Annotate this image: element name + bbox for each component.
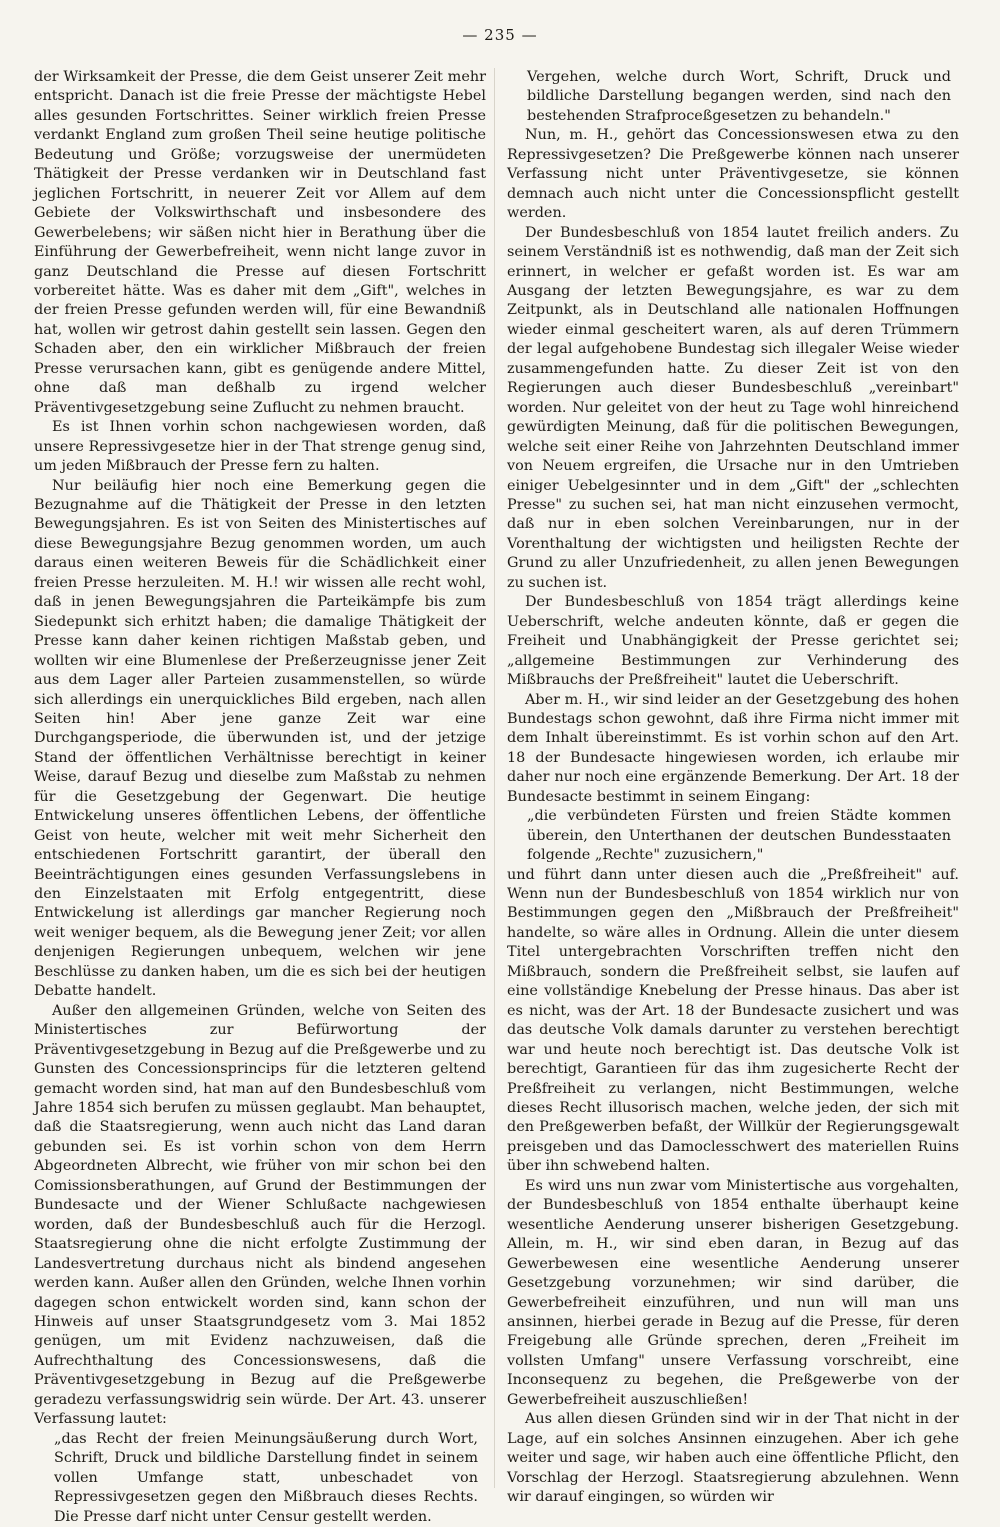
paragraph: und führt dann unter diesen auch die „Preßfreiheit" auf. Wenn nun der Bundesbeschluß von 1854 wirklich nur von Bestimmungen gegen den „Mißbrauch der Preßfreiheit" handelte, so wäre alles in Ordnung. Allein die unter diesem Titel untergebrachten Vorschriften treffen nicht den Mißbrauch, sondern die Preßfreiheit selbst, sie laufen auf eine vollständige Knebelung der Presse hinaus. Das aber ist es nicht, was der Art. 18 der Bundesacte zusichert und was das deutsche Volk damals darunter zu verstehen berechtigt war und heute noch berechtigt ist. Das deutsche Volk ist berechtigt, Garantieen für das ihm zugesicherte Recht der Preßfreiheit zu verlangen, nicht Bestimmungen, welche dieses Recht illusorisch machen, welche jeden, der sich mit den Preßgewerben befaßt, der Willkür der Regierungsgewalt preisgeben und das Damoclesschwert des materiellen Ruins über ihn schwebend halten. — [507, 866, 959, 1175]
paragraph: Nur beiläufig hier noch eine Bemerkung gegen die Bezugnahme auf die Thätigkeit der Presse in den letzten Bewegungsjahren. Es ist von Seiten des Ministertisches auf diese Bewegungsjahre Bezug genommen worden, um auch daraus einen weiteren Beweis für die Schädlichkeit einer freien Presse herzuleiten. M. H.! wir wissen alle recht wohl, daß in jenen Bewegungsjahren die Parteikämpfe bis zum Siedepunkt sich erhitzt haben; die damalige Thätigkeit der Presse kann daher keinen richtigen Maßstab geben, und wollten wir eine Blumenlese der Preßerzeugnisse jener Zeit aus dem Lager aller Parteien zusammenstellen, so würde sich allerdings ein unerquickliches Bild ergeben, nach allen Seiten hin! Aber jene ganze Zeit war eine Durchgangsperiode, die überwunden ist, und der jetzige Stand der öffentlichen Verhältnisse berechtigt in keiner Weise, darauf Bezug und dieselbe zum Maßstab zu nehmen für die Gesetzgebung der Gegenwart. Die heutige Entwickelung unseres öffentlichen Lebens, der öffentliche Geist von heute, welcher mit weit mehr Sicherheit den entschiedenen Fortschritt garantirt, der überall den Beeinträchtigungen eines gesunden Verfassungslebens in den Einzelstaaten mit Erfolg entgegentritt, diese Entwickelung ist allerdings gar mancher Regierung noch weit weniger bequem, als die Bewegung jener Zeit; vor allen denjenigen Regierungen unbequem, welchen wir jene Beschlüsse zu danken haben, um die es sich bei der heutigen Debatte handelt. — [34, 477, 486, 1000]
column-divider — [494, 68, 495, 1488]
right-column — [507, 68, 959, 1506]
paragraph: Der Bundesbeschluß von 1854 trägt allerdings keine Ueberschrift, welche andeuten könnte, daß er gegen die Freiheit und Unabhängigkeit der Presse gerichtet sei; „allgemeine Bestimmungen zur Verhinderung des Mißbrauchs der Preßfreiheit" lautet die Ueberschrift. — [507, 594, 959, 689]
left-column — [34, 68, 486, 1525]
paragraph: Der Bundesbeschluß von 1854 lautet freilich anders. Zu seinem Verständniß ist es nothwendig, daß man der Zeit sich erinnert, in welcher er gefaßt worden ist. Es war am Ausgang der letzten Bewegungsjahre, es war zu dem Zeitpunkt, als in Deutschland alle nationalen Hoffnungen wieder einmal gescheitert waren, als auf deren Trümmern der legal aufgehobene Bundestag sich illegaler Weise wieder zusammengefunden hatte. Zu dieser Zeit ist von den Regierungen auch dieser Bundesbeschluß „vereinbart" worden. Nur geleitet von der heut zu Tage wohl hinreichend gewürdigten Meinung, daß für die politischen Bewegungen, welche seit einer Reihe von Jahrzehnten Deutschland immer von Neuem ergreifen, die Ursache nur in den Umtrieben einiger Uebelgesinnter und in dem „Gift" der „schlechten Presse" zu suchen sei, hat man nicht einzusehen vermocht, daß nur in eben solchen Vereinbarungen, nur in der Vorenthaltung der wichtigsten und heiligsten Rechte der Grund zu aller Unzufriedenheit, zu allen jenen Bewegungen zu suchen ist. — [507, 224, 959, 591]
paragraph: Aus allen diesen Gründen sind wir in der That nicht in der Lage, auf ein solches Ansinnen einzugehen. Aber ich gehe weiter und sage, wir haben auch eine öffentliche Pflicht, den Vorschlag der Herzogl. Staatsregierung abzulehnen. Wenn wir darauf eingingen, so würden wir — [507, 1411, 959, 1506]
quoted-article: „das Recht der freien Meinungsäußerung durch Wort, Schrift, Druck und bildliche Darstellung findet in seinem vollen Umfange statt, unbeschadet von Repressivgesetzen gegen den Mißbrauch dieses Rechts. Die Presse darf nicht unter Censur gestellt werden. — [54, 1430, 478, 1525]
paragraph: der Wirksamkeit der Presse, die dem Geist unserer Zeit mehr entspricht. Danach ist die freie Presse der mächtigste Hebel alles gesunden Fortschrittes. Seiner wirklich freien Presse verdankt England zum großen Theil seine heutige politische Bedeutung und Größe; vorzugsweise der unermüdeten Thätigkeit der Presse verdanken wir in Deutschland fast jeglichen Fortschritt, in neuerer Zeit vor Allem auf dem Gebiete der Volkswirthschaft und insbesondere des Gewerbelebens; wir säßen nicht hier in Berathung über die Einführung der Gewerbefreiheit, wenn nicht lange zuvor in ganz Deutschland die Presse auf diesen Fortschritt vorbereitet hätte. Was es daher mit dem „Gift", welches in der freien Presse gefunden werden will, für eine Bewandniß hat, wollen wir getrost dahin gestellt sein lassen. Gegen den Schaden aber, den ein wirklicher Mißbrauch der freien Presse verursachen kann, gibt es genügende andere Mittel, ohne daß man deßhalb zu irgend welcher Präventivgesetzgebung seine Zuflucht zu nehmen braucht. — [34, 69, 486, 416]
paragraph: Es wird uns nun zwar vom Ministertische aus vorgehalten, der Bundesbeschluß von 1854 enthalte überhaupt keine wesentliche Aenderung unserer bisherigen Gesetzgebung. Allein, m. H., wir sind eben daran, in Bezug auf das Gewerbewesen eine wesentliche Aenderung unserer Gesetzgebung vorzunehmen; wir sind darüber, die Gewerbefreiheit einzuführen, und nun will man uns ansinnen, hierbei gerade in Bezug auf die Presse, für deren Freigebung alle Gründe sprechen, deren „Freiheit im vollsten Umfang" unsere Verfassung vorschreibt, eine Inconsequenz zu begehen, die Preßgewerbe von der Gewerbefreiheit auszuschließen! — [507, 1177, 959, 1408]
paragraph: Außer den allgemeinen Gründen, welche von Seiten des Ministertisches zur Befürwortung der Präventivgesetzgebung in Bezug auf die Preßgewerbe und zu Gunsten des Concessionsprincips für die letzteren geltend gemacht worden sind, hat man auf den Bundesbeschluß vom Jahre 1854 sich berufen zu müssen geglaubt. Man behauptet, daß die Staatsregierung, wenn auch nicht das Land daran gebunden sei. Es ist vorhin schon von dem Herrn Abgeordneten Albrecht, wie früher von mir schon bei den Comissionsberathungen, auf Grund der Bestimmungen der Bundesacte und der Wiener Schlußacte nachgewiesen worden, daß der Bundesbeschluß auch für die Herzogl. Staatsregierung ohne die nicht erfolgte Zustimmung der Landesvertretung durchaus nicht als bindend angesehen werden kann. Außer allen den Gründen, welche Ihnen vorhin dagegen schon entwickelt worden sind, kann schon der Hinweis auf unser Staatsgrundgesetz vom 3. Mai 1852 genügen, um mit Evidenz nachzuweisen, daß die Aufrechthaltung des Concessionswesens, daß die Präventivgesetzgebung in Bezug auf die Preßgewerbe geradezu verfassungswidrig sein würde. Der Art. 43. unserer Verfassung lautet: — [34, 1002, 486, 1428]
quoted-article: „die verbündeten Fürsten und freien Städte kommen überein, den Unterthanen der deutschen Bundesstaaten folgende „Rechte" zuzusichern," — [527, 808, 951, 864]
quoted-article-continued: Vergehen, welche durch Wort, Schrift, Druck und bildliche Darstellung begangen werden, sind nach den bestehenden Strafproceßgesetzen zu behandeln." — [527, 69, 951, 124]
paragraph: Es ist Ihnen vorhin schon nachgewiesen worden, daß unsere Repressivgesetze hier in der That strenge genug sind, um jeden Mißbrauch der Presse fern zu halten. — [34, 419, 486, 475]
page-number: — 235 — — [462, 26, 538, 44]
paragraph: Nun, m. H., gehört das Concessionswesen etwa zu den Repressivgesetzen? Die Preßgewerbe können nach unserer Verfassung nicht unter Präventivgesetze, sie können demnach auch nicht unter die Concessionspflicht gestellt werden. — [507, 127, 959, 222]
paragraph: Aber m. H., wir sind leider an der Gesetzgebung des hohen Bundestags schon gewohnt, daß ihre Firma nicht immer mit dem Inhalt übereinstimmt. Es ist vorhin schon auf den Art. 18 der Bundesacte hingewiesen worden, ich erlaube mir daher nur noch eine ergänzende Bemerkung. Der Art. 18 der Bundesacte bestimmt in seinem Eingang: — [507, 691, 959, 805]
